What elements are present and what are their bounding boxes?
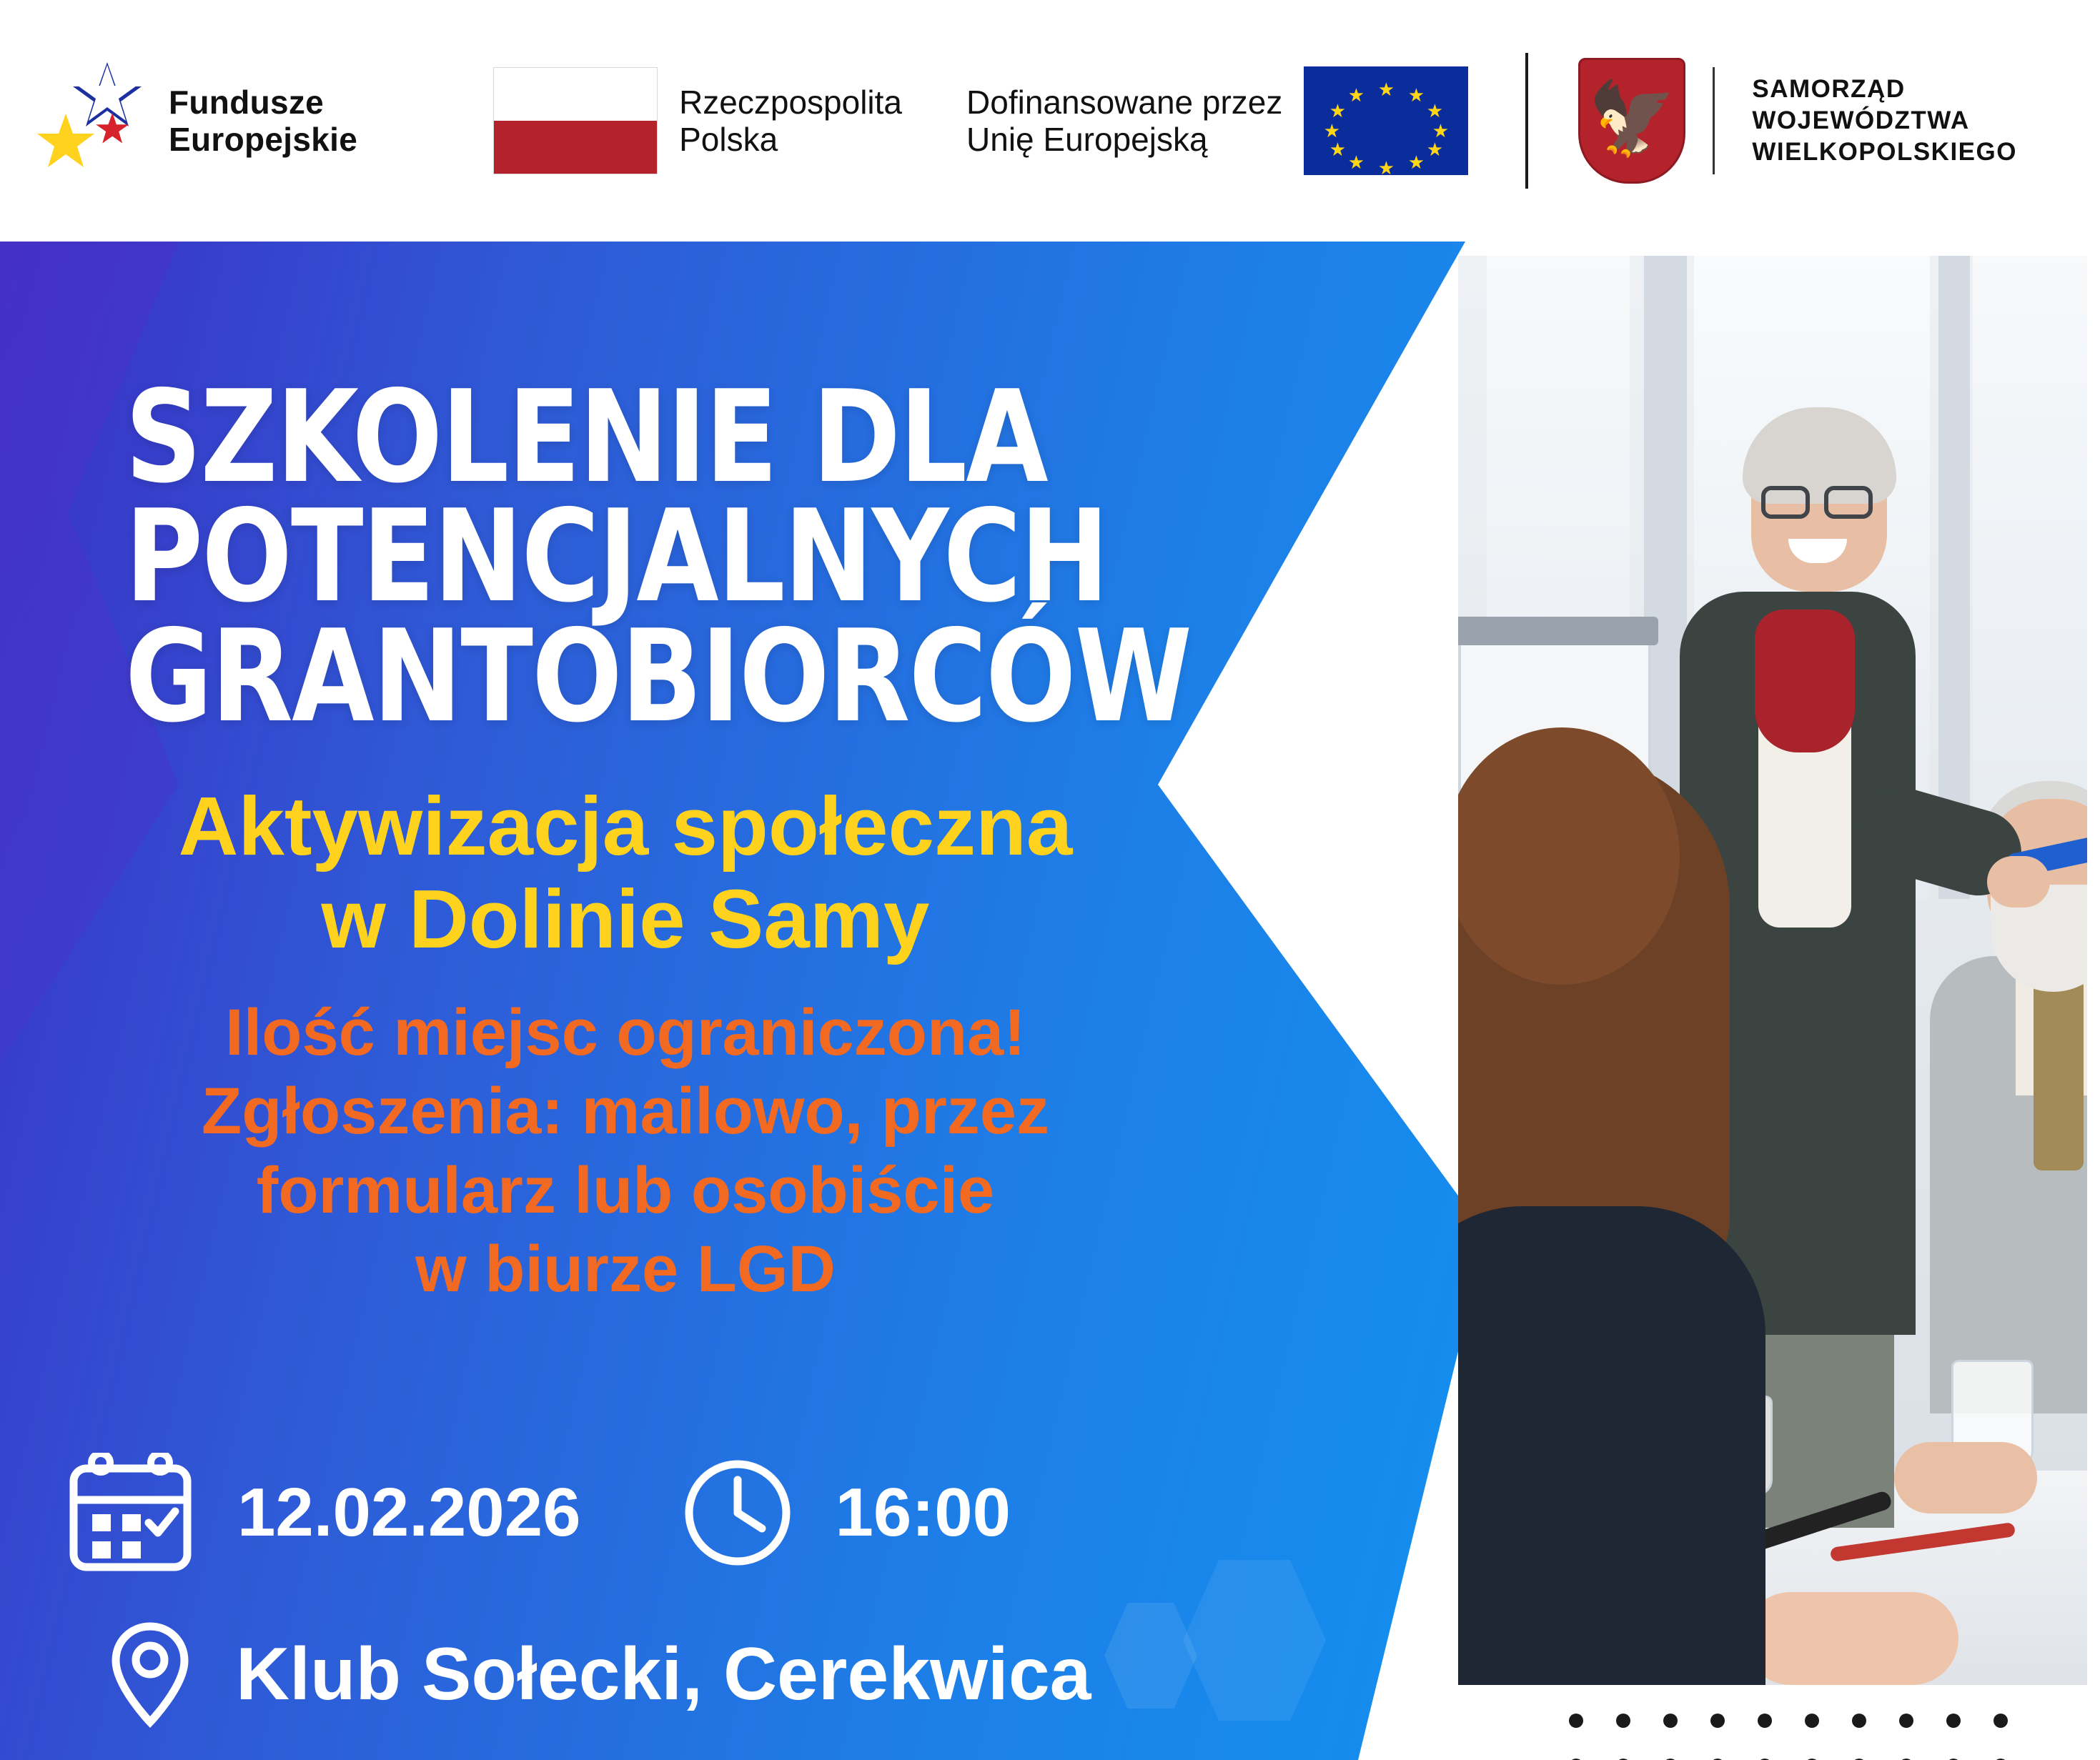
logo-divider [1525,53,1528,189]
crest-divider [1713,67,1715,174]
wielkopolska-label [1752,74,2017,167]
wielkopolska-logo [1578,58,2017,184]
headline-line-1: SZKOLENIE DLA [125,363,1047,511]
registration-notice [125,993,1126,1309]
european-union-flag-icon: ★ ★ ★ ★ ★ ★ ★ ★ ★ ★ ★ ★ [1304,66,1468,175]
dot-grid-decoration [1569,1714,2041,1760]
subtitle-line-2: w Dolinie Samy [321,872,930,965]
wielkopolska-line2: WOJEWÓDZTWA [1752,106,1970,135]
wielkopolska-line1: SAMORZĄD [1752,75,1906,104]
clock-icon [680,1456,795,1570]
fundusze-europejskie-label [169,84,357,159]
polska-line2: Polska [679,121,778,158]
fundusze-europejskie-logo [36,62,357,180]
subtitle [125,780,1126,966]
poster-text-content [125,363,1283,1308]
event-place: Klub Sołecki, Cerekwica [236,1632,1091,1716]
event-date: 12.02.2026 [237,1474,581,1551]
rzeczpospolita-polska-logo [493,67,902,174]
location-pin-icon [107,1621,193,1728]
event-datetime-row [68,1453,1011,1573]
poland-flag-icon [493,67,658,174]
notice-line-2: Zgłoszenia: mailowo, przez [202,1075,1049,1148]
calendar-icon [68,1453,193,1573]
subtitle-line-1: Aktywizacja społeczna [178,779,1073,872]
wielkopolska-line3: WIELKOPOLSKIEGO [1752,137,2017,166]
fundusze-line1: Fundusze [169,83,325,121]
eu-line2: Unię Europejską [966,121,1208,158]
event-place-row [107,1621,1091,1728]
headline-line-2: POTENCJALNYCH [125,482,1108,631]
notice-line-3: formularz lub osobiście [256,1153,995,1227]
polska-label [679,84,902,159]
polska-line1: Rzeczpospolita [679,83,903,121]
wielkopolska-crest-icon: 🦅 [1578,58,1685,184]
event-time: 16:00 [835,1474,1011,1551]
eu-funding-label [966,84,1282,159]
eu-line1: Dofinansowane przez [966,83,1283,121]
eu-funds-stars-logo-icon [36,62,150,180]
page-title [125,363,1202,750]
notice-line-1: Ilość miejsc ograniczona! [225,995,1026,1069]
notice-line-4: w biurze LGD [415,1232,836,1306]
eu-funds-stars-icon [36,62,150,180]
headline-line-3: GRANTOBIORCÓW [125,602,1192,750]
eu-funding-logo-bar [0,0,2100,242]
fundusze-line2: Europejskie [169,121,358,158]
poster-body [0,242,2100,1760]
training-meeting-photo [1458,256,2087,1685]
european-union-logo [966,66,1468,179]
